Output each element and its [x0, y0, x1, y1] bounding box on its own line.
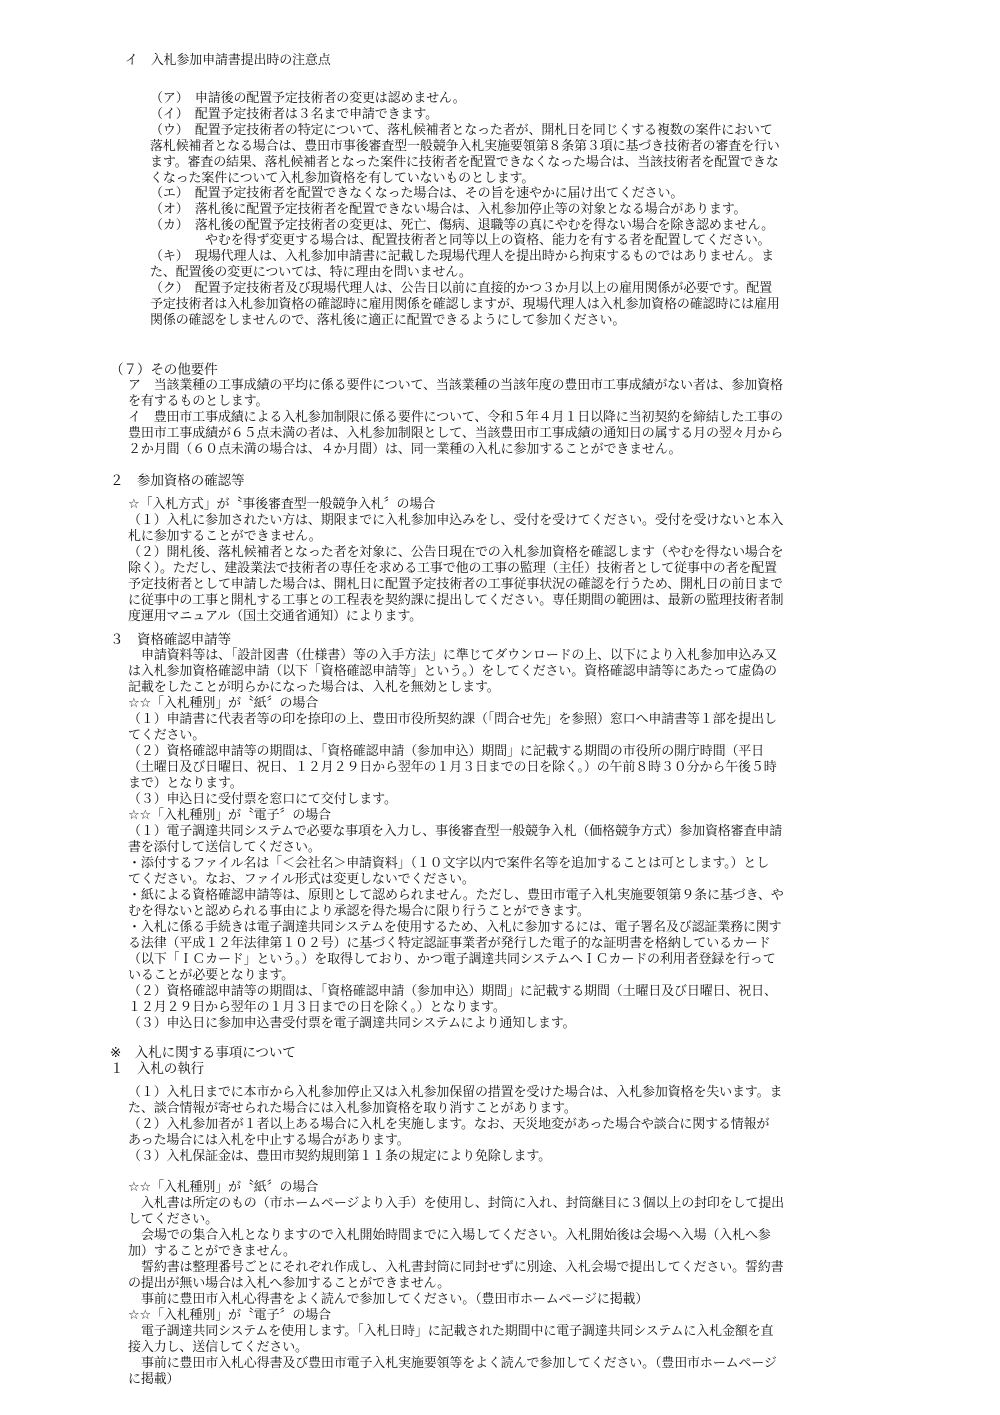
text-line: （２）入札参加者が１者以上ある場合に入札を実施します。なお、天災地変があった場合や談合に関する情報が	[128, 1117, 770, 1132]
text-line: 申請資料等は、「設計図書（仕様書）等の入手方法」に準じてダウンロードの上、以下により入札参加申込み又	[141, 648, 778, 663]
text-line: ☆☆「入札種別」が〝紙〞の場合	[128, 1180, 319, 1195]
text-line: （２）資格確認申請等の期間は、「資格確認申請（参加申込）期間」に記載する期間（土曜日及び日曜日、祝日、	[128, 984, 777, 999]
text-line: 接入力し、送信してください。	[128, 1340, 308, 1355]
text-line: ☆「入札方式」が〝事後審査型一般競争入札〞の場合	[128, 497, 436, 512]
text-line: た、配置後の変更については、特に理由を問いません。	[150, 265, 472, 280]
text-line: ア 当該業種の工事成績の平均に係る要件について、当該業種の当該年度の豊田市工事成績がない者は、参加資格	[128, 378, 783, 393]
text-line: まで）となります。	[128, 776, 243, 791]
text-line: （１）入札に参加されたい方は、期限までに入札参加申込みをし、受付を受けてください。受付を受けないと本入	[128, 513, 784, 528]
text-line: 関係の確認をしませんので、落札後に適正に配置できるようにして参加ください。	[150, 313, 626, 328]
text-line: ２か月間（６０点未満の場合は、４か月間）は、同一業種の入札に参加することができません。	[128, 442, 682, 457]
text-line: やむを得ず変更する場合は、配置技術者と同等以上の資格、能力を有する者を配置してください。	[205, 233, 771, 248]
text-line: ます。審査の結果、落札候補者となった案件に技術者を配置できなくなった場合は、当該技術者を配置できな	[150, 155, 779, 170]
text-line: 予定技術者として申請した場合は、開札日に配置予定技術者の工事従事状況の確認を行うため、開札日の前日まで	[128, 577, 783, 592]
text-line: 書を添付して送信してください。	[128, 840, 321, 855]
text-line: を有するものとします。	[128, 394, 269, 409]
text-line: （３）入札保証金は、豊田市契約規則第１１条の規定により免除します。	[128, 1149, 552, 1164]
text-line: （エ） 配置予定技術者を配置できなくなった場合は、その旨を速やかに届け出てください。	[150, 186, 684, 201]
text-line: ・入札に係る手続きは電子調達共同システムを使用するため、入札に参加するには、電子署名及び認証業務に関す	[128, 920, 782, 935]
text-line: むを得ないと認められる事由により承認を得た場合に限り行うことができます。	[128, 904, 590, 919]
text-line: 電子調達共同システムを使用します。「入札日時」に記載された期間中に電子調達共同システムに入札金額を直	[141, 1324, 774, 1339]
text-line: 落札候補者となる場合は、豊田市事後審査型一般競争入札実施要領第８条第３項に基づき技術者の審査を行い	[150, 139, 780, 154]
text-line: てください。なお、ファイル形式は変更しないでください。	[128, 872, 475, 887]
text-line: （１）入札日までに本市から入札参加停止又は入札参加保留の措置を受けた場合は、入札参加資格を失います。ま	[128, 1085, 783, 1100]
text-line: 札に参加することができません。	[128, 529, 322, 544]
text-line: ・紙による資格確認申請等は、原則として認められません。ただし、豊田市電子入札実施要領第９条に基づき、や	[128, 888, 784, 903]
text-line: は入札参加資格確認申請（以下「資格確認申請等」という。）をしてください。資格確認申請等にあたって虚偽の	[128, 664, 777, 679]
text-line: る法律（平成１２年法律第１０２号）に基づく特定認証事業者が発行した電子的な証明書を格納しているカード	[128, 936, 771, 951]
text-line: ☆☆「入札種別」が〝電子〞の場合	[128, 1308, 331, 1323]
text-line: 度運用マニュアル（国土交通省通知）によります。	[128, 609, 422, 624]
text-line: （キ） 現場代理人は、入札参加申請書に記載した現場代理人を提出時から拘束するものではありません。ま	[150, 249, 774, 264]
text-line: 記載をしたことが明らかになった場合は、入札を無効とします。	[128, 680, 500, 695]
text-line: てください。	[128, 728, 206, 743]
text-line: に従事中の工事と開札する工事との工程表を契約課に提出してください。専任期間の範囲は、最新の監理技術者制	[128, 593, 784, 608]
text-line: （３）申込日に参加申込書受付票を電子調達共同システムにより通知します。	[128, 1016, 576, 1031]
text-line: （２）開札後、落札候補者となった者を対象に、公告日現在での入札参加資格を確認します（やむを得ない場合を	[128, 545, 784, 560]
text-line: 事前に豊田市入札心得書をよく読んで参加してください。（豊田市ホームページに掲載）	[141, 1292, 649, 1307]
text-line: （ク） 配置予定技術者及び現場代理人は、公告日以前に直接的かつ３か月以上の雇用関係が必要です。配置	[150, 281, 773, 296]
text-line: 除く）。ただし、建設業法で技術者の専任を求める工事で他の工事の監理（主任）技術者として従事中の者を配置	[128, 561, 777, 576]
text-line: １２月２９日から翌年の１月３日までの日を除く。）となります。	[128, 1000, 506, 1015]
text-line: いることが必要となります。	[128, 968, 295, 983]
text-line: （土曜日及び日曜日、祝日、１２月２９日から翌年の１月３日までの日を除く。）の午前８時３０分から午後５時	[128, 760, 777, 775]
text-line: ・添付するファイル名は「＜会社名＞申請資料」（１０文字以内で案件名等を追加することは可とします。）とし	[128, 856, 770, 871]
text-line: 加）することができません。	[128, 1244, 296, 1259]
text-line: （カ） 落札後の配置予定技術者の変更は、死亡、傷病、退職等の真にやむを得ない場合を除き認めません。	[150, 218, 774, 233]
text-line: （１）申請書に代表者等の印を捺印の上、豊田市役所契約課（「問合せ先」を参照）窓口へ申請書等１部を提出し	[128, 712, 777, 727]
text-line: に掲載）	[128, 1372, 180, 1387]
text-line: 会場での集合入札となりますので入札開始時間までに入場してください。入札開始後は会場へ入場（入札へ参	[141, 1228, 771, 1243]
section-heading: １ 入札の執行	[110, 1061, 205, 1077]
text-line: （１）電子調達共同システムで必要な事項を入力し、事後審査型一般競争入札（価格競争方式）参加資格審査申請	[128, 824, 783, 839]
text-line: イ 入札参加申請書提出時の注意点	[125, 53, 331, 68]
text-line: （２）資格確認申請等の期間は、「資格確認申請（参加申込）期間」に記載する期間の市役所の開庁時間（平日	[128, 744, 765, 759]
text-line: （ア） 申請後の配置予定技術者の変更は認めません。	[150, 91, 466, 106]
section-heading: （７）その他要件	[110, 362, 218, 378]
text-line: 誓約書は整理番号ごとにそれぞれ作成し、入札書封筒に同封せずに別途、入札会場で提出してください。誓約書	[141, 1260, 784, 1275]
section-heading: ※ 入札に関する事項について	[110, 1045, 296, 1061]
text-line: してください。	[128, 1212, 218, 1227]
text-line: くなった案件について入札参加資格を有していないものとします。	[150, 171, 535, 186]
text-line: （３）申込日に受付票を窓口にて交付します。	[128, 792, 397, 807]
text-line: 豊田市工事成績が６５点未満の者は、入札参加制限として、当該豊田市工事成績の通知日の属する月の翌々月から	[128, 426, 784, 441]
text-line: （オ） 落札後に配置予定技術者を配置できない場合は、入札参加停止等の対象となる場合があります。	[150, 202, 747, 217]
text-line: （ウ） 配置予定技術者の特定について、落札候補者となった者が、開札日を同じくする複数の案件において	[150, 123, 773, 138]
text-line: あった場合には入札を中止する場合があります。	[128, 1133, 410, 1148]
text-line: ☆☆「入札種別」が〝電子〞の場合	[128, 808, 331, 823]
section-heading: ２ 参加資格の確認等	[110, 473, 245, 489]
text-line: イ 豊田市工事成績による入札参加制限に係る要件について、令和５年４月１日以降に当初契約を締結した工事の	[128, 410, 783, 425]
text-line: （以下「ＩＣカード」という。）を取得しており、かつ電子調達共同システムへＩＣカードの利用者登録を行って	[128, 952, 776, 967]
text-line: の提出が無い場合は入札へ参加することができません。	[128, 1276, 451, 1291]
section-heading: ３ 資格確認申請等	[110, 632, 231, 648]
text-line: 事前に豊田市入札心得書及び豊田市電子入札実施要領等をよく読んで参加してください。（豊田市ホームページ	[141, 1356, 777, 1371]
text-line: 予定技術者は入札参加資格の確認時に雇用関係を確認しますが、現場代理人は入札参加資格の確認時には雇用	[150, 297, 780, 312]
text-line: （イ） 配置予定技術者は３名まで申請できます。	[150, 107, 439, 122]
text-line: 入札書は所定のもの（市ホームページより入手）を使用し、封筒に入れ、封筒継目に３個以上の封印をして提出	[141, 1196, 785, 1211]
text-line: ☆☆「入札種別」が〝紙〞の場合	[128, 696, 319, 711]
text-line: た、談合情報が寄せられた場合には入札参加資格を取り消すことがあります。	[128, 1101, 577, 1116]
